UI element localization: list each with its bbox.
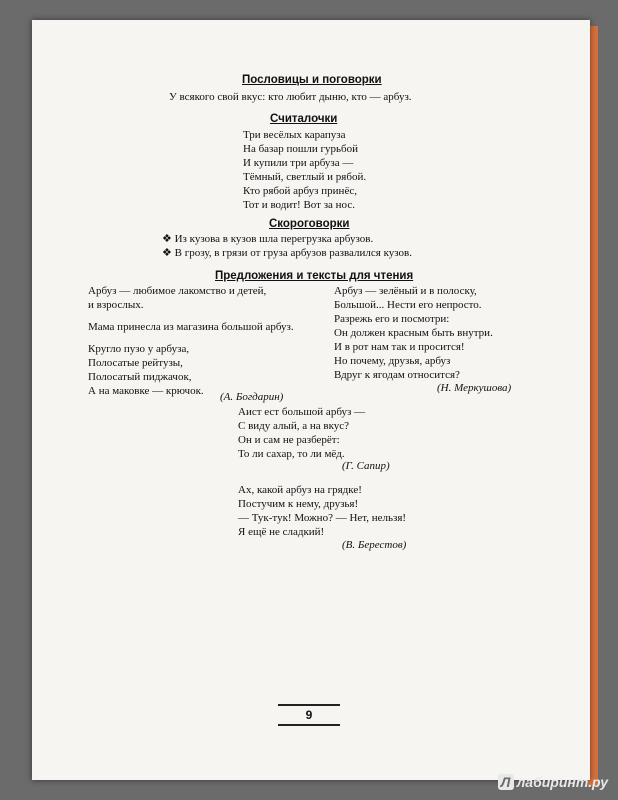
book-page <box>32 20 590 780</box>
author-berestov: (В. Берестов) <box>342 539 407 551</box>
proverb-text: У всякого свой вкус: кто любит дыню, кто — арбуз. <box>169 91 412 103</box>
text-line: То ли сахар, то ли мёд. <box>238 448 345 460</box>
text-line: Большой... Нести его непросто. <box>334 299 482 311</box>
labirint-logo-icon: Л <box>498 774 514 790</box>
spacer <box>88 312 294 320</box>
reading-right-column <box>334 284 493 382</box>
text-line: И в рот нам так и просится! <box>334 341 465 353</box>
counting-line: На базар пошли гурьбой <box>243 143 359 155</box>
tongue-line: ❖ Из кузова в кузов шла перегрузка арбузов. <box>162 233 374 245</box>
text-line: Арбуз — любимое лакомство и детей, <box>88 285 267 297</box>
text-line: Кругло пузо у арбуза, <box>88 343 190 355</box>
reading-title: Предложения и тексты для чтения <box>215 270 414 282</box>
labirint-watermark <box>498 774 608 790</box>
text-line: Вдруг к ягодам относится? <box>334 369 460 381</box>
text-line: Но почему, друзья, арбуз <box>334 355 451 367</box>
text-line: Аист ест большой арбуз — <box>238 406 366 418</box>
tongue-twisters <box>162 232 412 260</box>
counting-title: Считалочки <box>270 113 338 125</box>
author-merkushova: (Н. Меркушова) <box>437 382 512 394</box>
reading-left-column <box>88 284 294 398</box>
counting-rhyme <box>243 128 366 212</box>
stork-poem <box>238 405 365 461</box>
counting-line: И купили три арбуза — <box>243 157 354 169</box>
text-line: и взрослых. <box>88 299 144 311</box>
counting-line: Тёмный, светлый и рябой. <box>243 171 367 183</box>
tongue-line: ❖ В грозу, в грязи от груза арбузов развалился кузов. <box>162 247 412 259</box>
counting-line: Кто рябой арбуз принёс, <box>243 185 357 197</box>
text-line: Арбуз — зелёный и в полоску, <box>334 285 477 297</box>
text-line: Разрежь его и посмотри: <box>334 313 450 325</box>
watermark-text: лабиринт.ру <box>516 774 608 790</box>
text-line: Полосатые рейтузы, <box>88 357 183 369</box>
page-number: 9 <box>278 704 340 726</box>
counting-line: Тот и водит! Вот за нос. <box>243 199 355 211</box>
text-line: Мама принесла из магазина большой арбуз. <box>88 321 294 333</box>
text-line: С виду алый, а на вкус? <box>238 420 350 432</box>
text-line: Ах, какой арбуз на грядке! <box>238 484 362 496</box>
text-line: Постучим к нему, друзья! <box>238 498 359 510</box>
counting-line: Три весёлых карапуза <box>243 129 346 141</box>
spacer <box>88 334 294 342</box>
text-line: Я ещё не сладкий! <box>238 526 325 538</box>
author-sapir: (Г. Сапир) <box>342 460 390 472</box>
text-line: Полосатый пиджачок, <box>88 371 192 383</box>
watermelon-poem <box>238 483 406 539</box>
tongue-title: Скороговорки <box>269 218 350 230</box>
author-bogdarin: (А. Богдарин) <box>220 391 284 403</box>
text-line: Он и сам не разберёт: <box>238 434 340 446</box>
proverbs-title: Пословицы и поговорки <box>242 74 382 86</box>
text-line: — Тук-тук! Можно? — Нет, нельзя! <box>238 512 407 524</box>
text-line: Он должен красным быть внутри. <box>334 327 493 339</box>
text-line: А на маковке — крючок. <box>88 385 204 397</box>
